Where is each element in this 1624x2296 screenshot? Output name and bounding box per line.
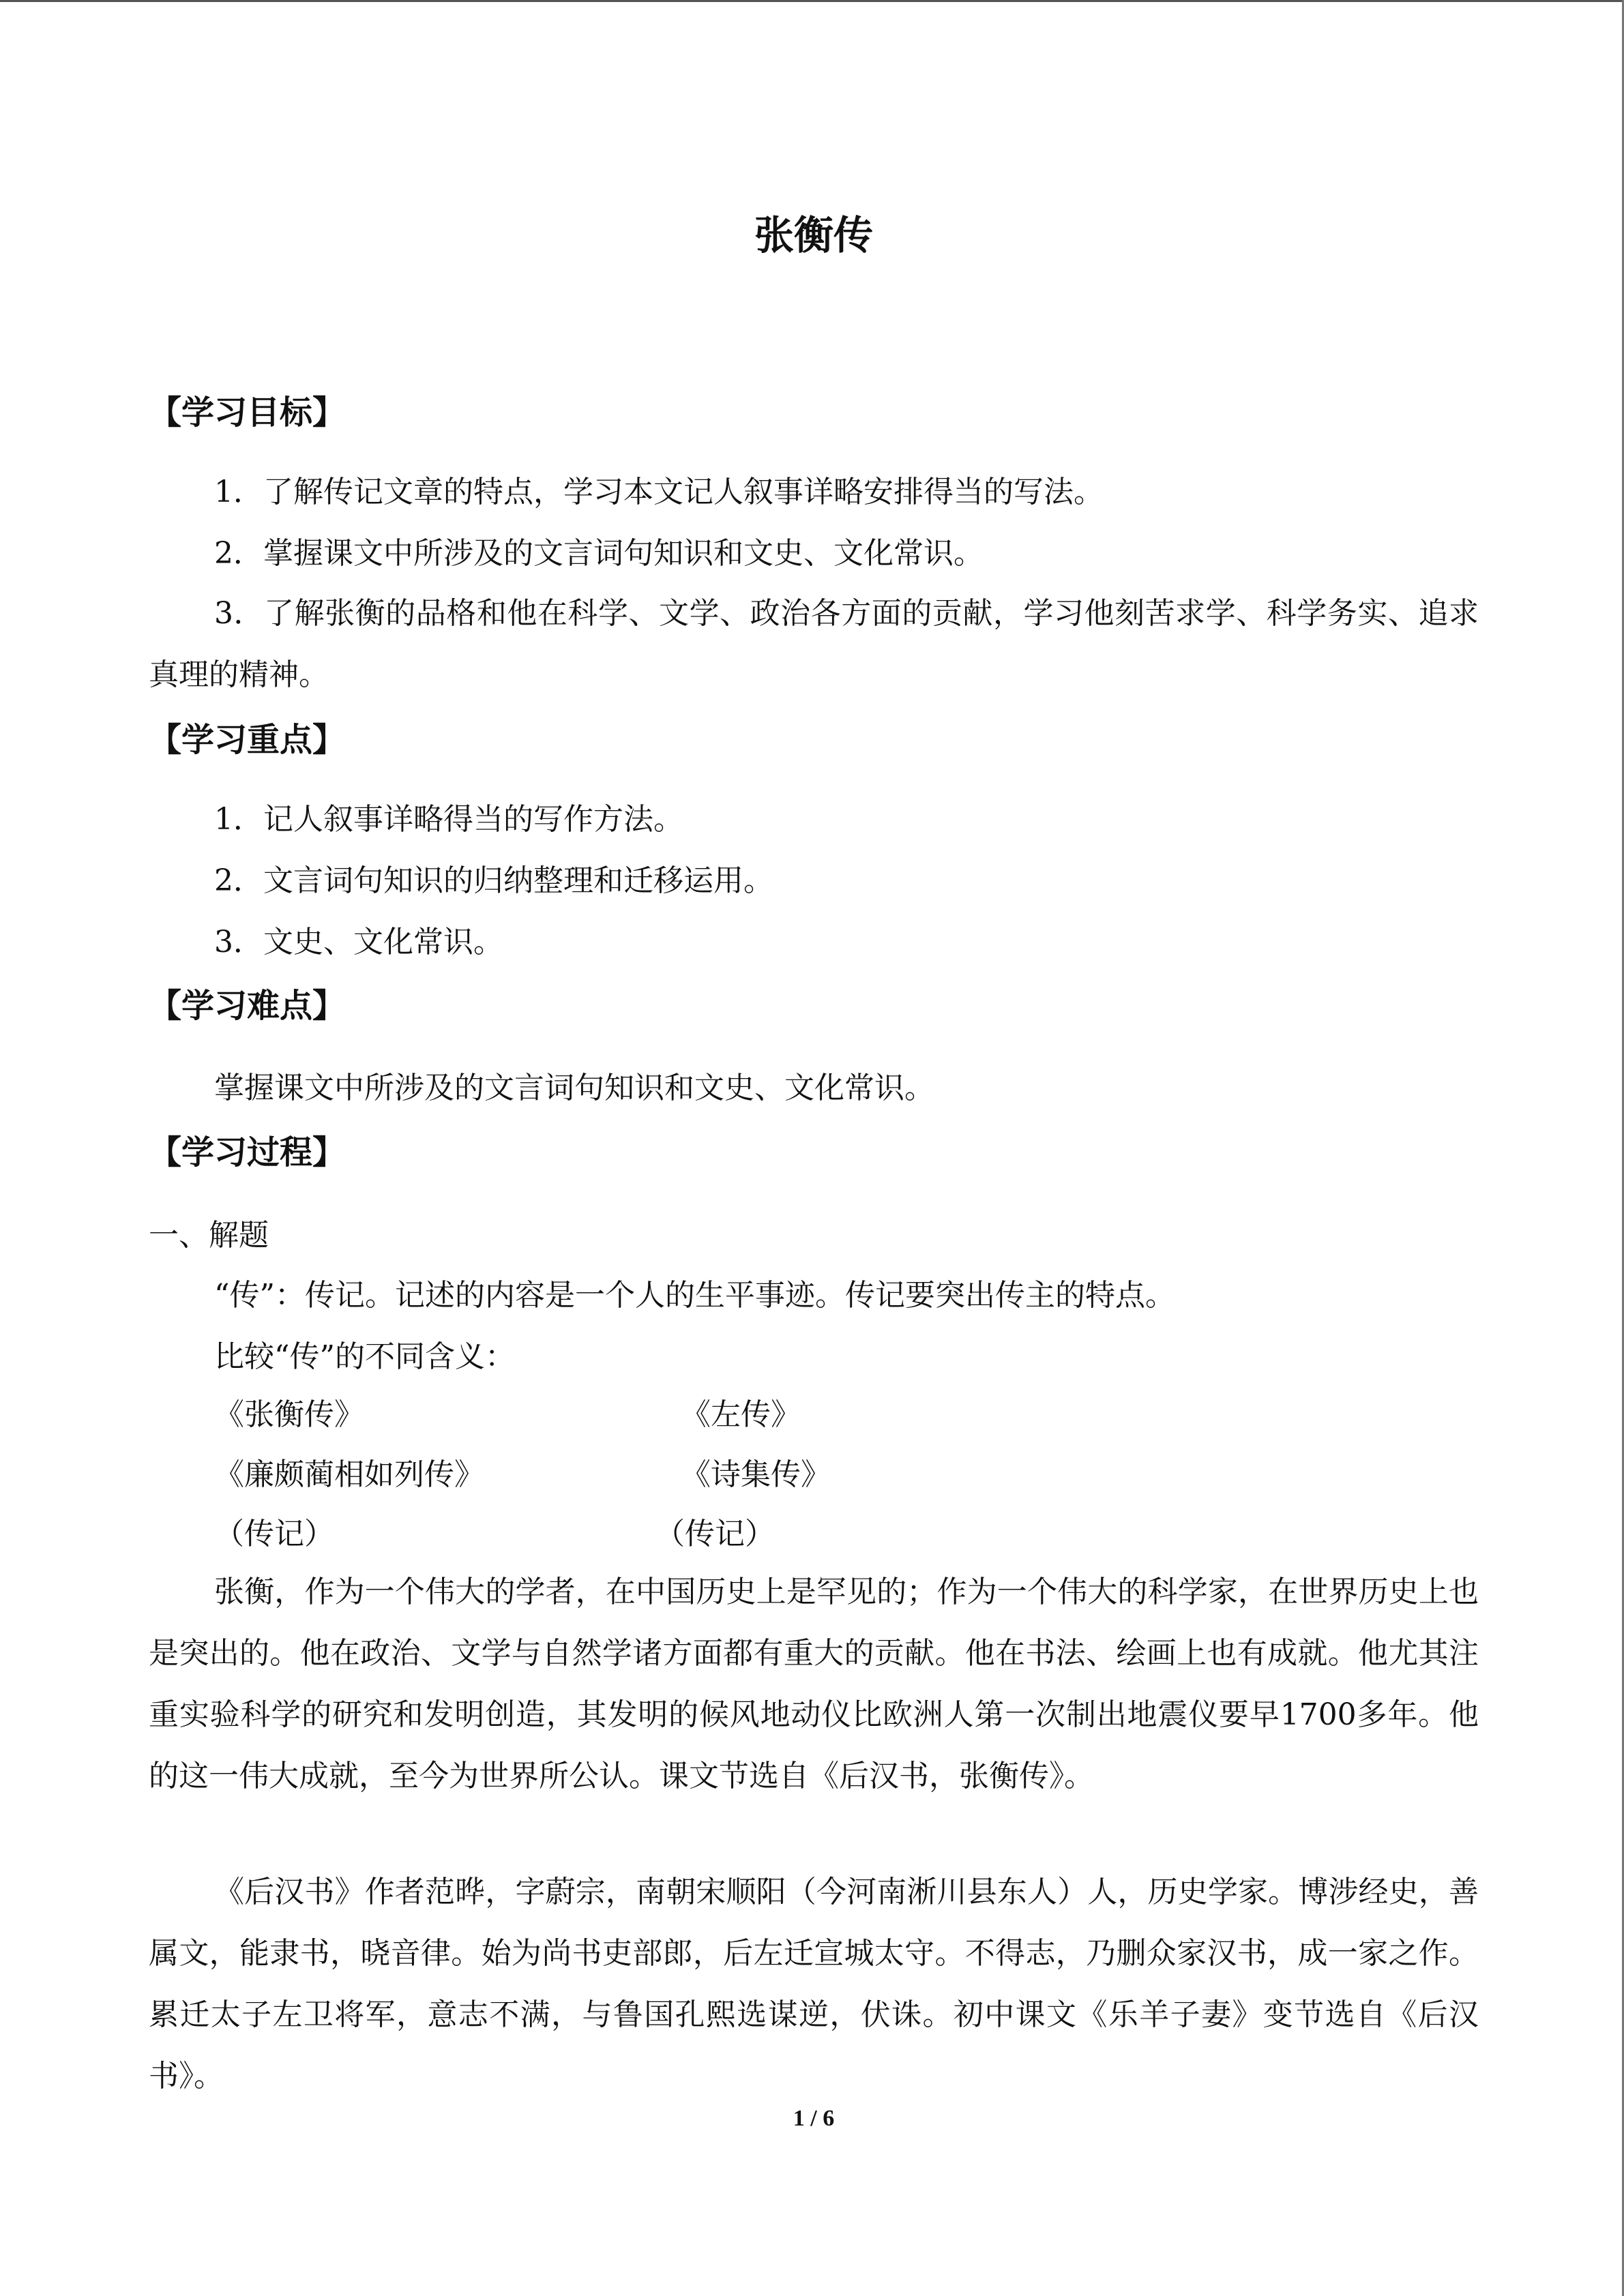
page-title: 张衡传: [754, 212, 873, 258]
book-paragraph: 《后汉书》作者范晔，字蔚宗，南朝宋顺阳（今河南淅川县东人）人，历史学家。博涉经史，善属文，能隶书，晓音律。始为尚书吏部郎，后左迁宣城太守。不得志，乃删众家汉书，成一家之作。累迁太子左卫将军，意志不满，与鲁国孔熙选谋逆，伏诛。初中课文《乐羊子妻》变节选自《后汉书》。: [149, 1875, 1479, 2093]
process-subheading: 一、解题: [149, 1218, 269, 1253]
objective-item: 1．了解传记文章的特点，学习本文记人叙事详略安排得当的写法。: [214, 475, 1104, 509]
objective-item: 2．掌握课文中所涉及的文言词句知识和文史、文化常识。: [214, 536, 984, 571]
key-points-heading: 【学习重点】: [149, 721, 346, 759]
objectives-heading: 【学习目标】: [149, 393, 346, 432]
compare-right-item: 《左传》: [681, 1397, 801, 1432]
compare-left-item: 《张衡传》: [214, 1397, 364, 1432]
key-point-item: 2．文言词句知识的归纳整理和迁移运用。: [214, 863, 773, 898]
definition-text: “传”：传记。记述的内容是一个人的生平事迹。传记要突出传主的特点。: [214, 1278, 1175, 1313]
compare-left-item: 《廉颇蔺相如列传》: [214, 1457, 484, 1492]
key-point-item: 3．文史、文化常识。: [214, 925, 503, 959]
difficulties-text: 掌握课文中所涉及的文言词句知识和文史、文化常识。: [214, 1071, 934, 1105]
top-border: [0, 0, 1624, 2]
difficulties-heading: 【学习难点】: [149, 987, 346, 1025]
compare-right-item: 《诗集传》: [681, 1457, 831, 1492]
compare-left-label: （传记）: [214, 1517, 334, 1551]
page-number: 1 / 6: [793, 2106, 835, 2131]
process-heading: 【学习过程】: [149, 1133, 346, 1172]
key-point-item: 1．记人叙事详略得当的写作方法。: [214, 802, 683, 837]
compare-intro: 比较“传”的不同含义：: [214, 1339, 515, 1374]
objective-item: 3．了解张衡的品格和他在科学、文学、政治各方面的贡献，学习他刻苦求学、科学务实、追求真理的精神。: [149, 596, 1479, 692]
intro-paragraph: 张衡，作为一个伟大的学者，在中国历史上是罕见的；作为一个伟大的科学家，在世界历史上也是突出的。他在政治、文学与自然学诸方面都有重大的贡献。他在书法、绘画上也有成就。他尤其注重实验科学的研究和发明创造，其发明的候风地动仪比欧洲人第一次制出地震仪要早1700多年。他的这一伟大成就，至今为世界所公认。课文节选自《后汉书，张衡传》。: [149, 1575, 1479, 1793]
compare-right-label: （传记）: [655, 1517, 775, 1551]
